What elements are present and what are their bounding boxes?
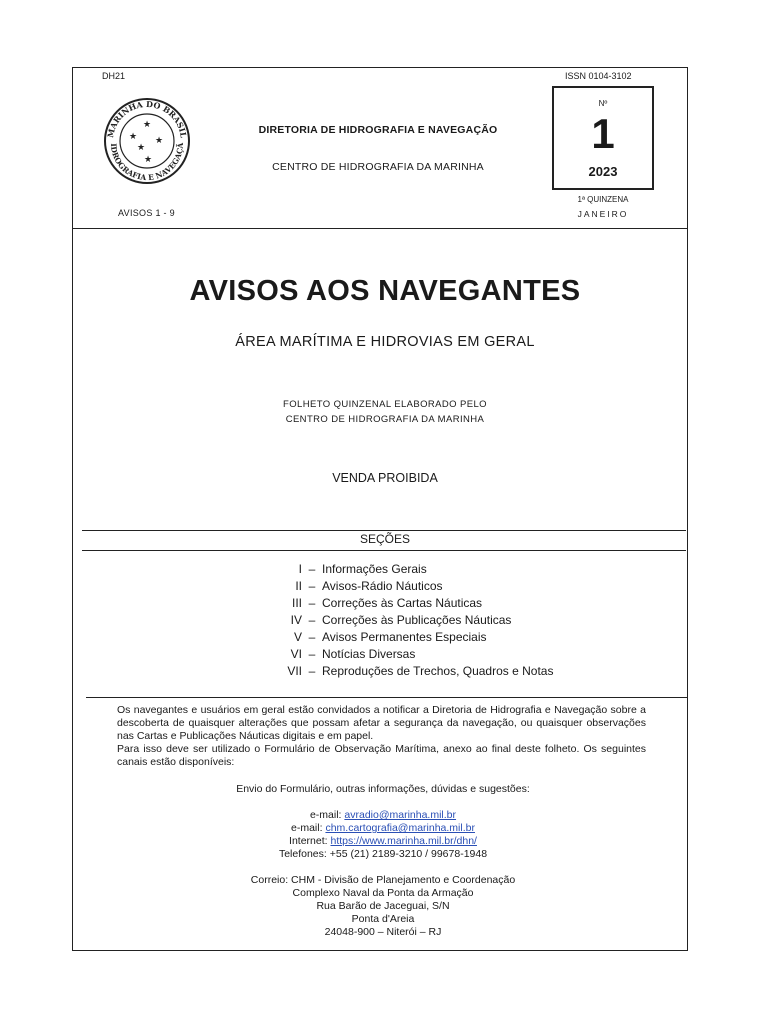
- folheto-description: [72, 397, 698, 427]
- svg-text:★: ★: [136, 143, 146, 153]
- document-id: DH21: [102, 71, 126, 81]
- svg-text:★: ★: [142, 120, 152, 130]
- section-roman: II: [295, 579, 302, 593]
- email-label: e-mail:: [309, 809, 342, 821]
- svg-text:★: ★: [128, 132, 138, 142]
- section-label: Avisos-Rádio Náuticos: [322, 579, 443, 593]
- section-roman: VII: [287, 664, 302, 678]
- sale-prohibited-notice: VENDA PROIBIDA: [332, 471, 438, 485]
- issue-month: JANEIRO: [577, 209, 629, 219]
- internet-label: Internet:: [289, 835, 328, 847]
- sections-top-divider: [82, 530, 686, 531]
- section-label: Informações Gerais: [322, 562, 427, 576]
- address-line-3: Rua Barão de Jaceguai, S/N: [316, 900, 450, 912]
- section-roman: V: [293, 630, 302, 644]
- address-line-1: Correio: CHM - Divisão de Planejamento e Coordenação: [250, 874, 516, 886]
- svg-text:HIDROGRAFIA E NAVEGAÇÃO: IDROGRAFIA E NAVEGAÇÃ: [108, 142, 186, 183]
- issue-number: 1: [591, 110, 615, 157]
- notice-text: [117, 704, 646, 769]
- issue-number-box: [552, 86, 654, 190]
- address-line-5: 24048-900 – Niterói – RJ: [324, 926, 442, 938]
- sections-heading: SEÇÕES: [359, 532, 410, 546]
- main-title: AVISOS AOS NAVEGANTES: [189, 275, 581, 307]
- section-label: Correções às Publicações Náuticas: [322, 613, 512, 627]
- address-line-2: Complexo Naval da Ponta da Armação: [292, 887, 474, 899]
- section-item: II – Avisos-Rádio Náuticos: [260, 579, 620, 596]
- svg-text:MARINHA DO BRASIL: MARINHA DO BRASIL: [105, 98, 189, 139]
- section-label: Avisos Permanentes Especiais: [322, 630, 487, 644]
- section-roman: VI: [290, 647, 302, 661]
- postal-address: [100, 874, 666, 939]
- section-item: V – Avisos Permanentes Especiais: [260, 630, 620, 647]
- issue-number-label: Nº: [598, 99, 608, 108]
- internet-row: [100, 835, 666, 848]
- folheto-line-2: CENTRO DE HIDROGRAFIA DA MARINHA: [285, 414, 485, 425]
- issue-fortnight: 1ª QUINZENA: [577, 195, 629, 204]
- section-label: Correções às Cartas Náuticas: [322, 596, 483, 610]
- navy-seal-logo: [99, 98, 195, 184]
- address-line-4: Ponta d'Areia: [351, 913, 415, 925]
- envio-heading: Envio do Formulário, outras informações, dúvidas e sugestões:: [236, 783, 530, 795]
- notice-paragraph-2: Para isso deve ser utilizado o Formulário de Observação Marítima, anexo ao final deste folheto. Os seguintes canais estão disponíveis:: [117, 743, 646, 768]
- email-label: e-mail:: [291, 822, 323, 834]
- main-subtitle: ÁREA MARÍTIMA E HIDROVIAS EM GERAL: [235, 334, 535, 350]
- org-center-title: CENTRO DE HIDROGRAFIA DA MARINHA: [272, 161, 484, 173]
- telefones: Telefones: +55 (21) 2189-3210 / 99678-1948: [278, 848, 488, 860]
- section-label: Reproduções de Trechos, Quadros e Notas: [322, 664, 554, 678]
- section-roman: I: [298, 562, 302, 576]
- email-link-cartografia[interactable]: chm.cartografia@marinha.mil.br: [325, 822, 475, 834]
- folheto-line-1: FOLHETO QUINZENAL ELABORADO PELO: [283, 399, 487, 410]
- sections-bottom-divider: [82, 550, 686, 551]
- issn-number: ISSN 0104-3102: [565, 71, 632, 81]
- sections-list: [260, 562, 620, 681]
- contacts-block: [100, 809, 666, 861]
- svg-text:★: ★: [154, 136, 164, 146]
- website-link[interactable]: https://www.marinha.mil.br/dhn/: [330, 835, 477, 847]
- email-link-avradio[interactable]: avradio@marinha.mil.br: [344, 809, 457, 821]
- section-item: I – Informações Gerais: [260, 562, 620, 579]
- issue-year: 2023: [588, 164, 618, 179]
- org-directorate-title: DIRETORIA DE HIDROGRAFIA E NAVEGAÇÃO: [258, 124, 498, 136]
- section-item: III – Correções às Cartas Náuticas: [260, 596, 620, 613]
- notice-divider: [86, 697, 688, 698]
- section-roman: IV: [290, 613, 302, 627]
- section-item: IV – Correções às Publicações Náuticas: [260, 613, 620, 630]
- notice-paragraph-1: Os navegantes e usuários em geral estão convidados a notificar a Diretoria de Hidrografia e Navegação sobre a descoberta de quaisquer alterações que possam afetar a segurança da navegação, ou quaisquer observações nas Cartas e Publicações Náuticas digitais e em papel.: [117, 704, 646, 742]
- section-roman: III: [291, 596, 302, 610]
- section-item: VI – Notícias Diversas: [260, 647, 620, 664]
- email-row-2: [100, 822, 666, 835]
- section-label: Notícias Diversas: [322, 647, 416, 661]
- email-row-1: [100, 809, 666, 822]
- section-item: VII – Reproduções de Trechos, Quadros e Notas: [260, 664, 620, 681]
- avisos-range: AVISOS 1 - 9: [118, 208, 175, 218]
- header-divider: [72, 228, 688, 229]
- svg-text:★: ★: [143, 155, 153, 165]
